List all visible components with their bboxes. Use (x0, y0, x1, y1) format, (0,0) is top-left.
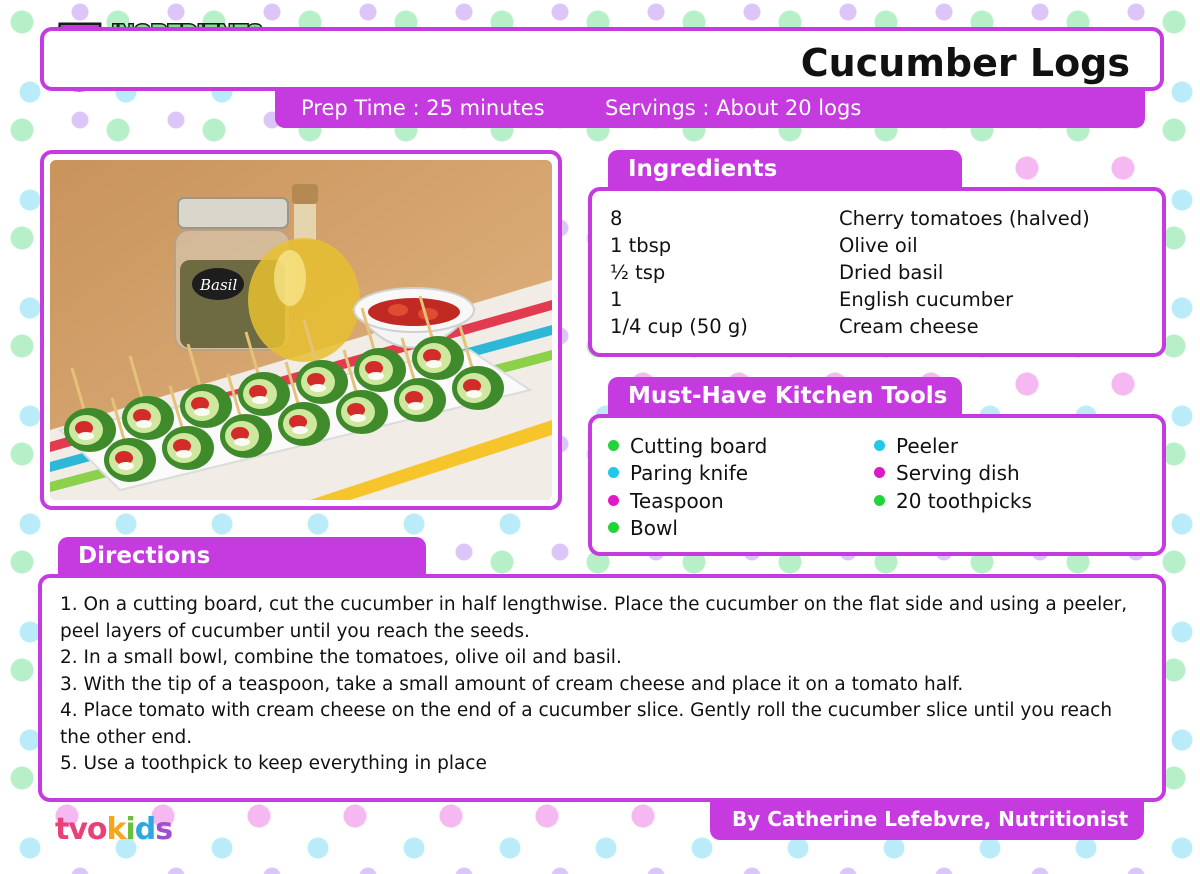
tool-item (608, 461, 748, 485)
bullet-dot-icon (608, 467, 619, 478)
ingredient-qty: ½ tsp (610, 261, 666, 284)
direction-step: 3. With the tip of a teaspoon, take a small amount of cream cheese and place it on a tomato half. (60, 673, 964, 695)
servings: Servings : About 20 logs (605, 96, 862, 120)
ingredient-name: Dried basil (839, 261, 944, 284)
brand-k: k (106, 812, 126, 847)
title-card (40, 27, 1164, 91)
tools-card (588, 414, 1166, 556)
tool-item (874, 461, 1020, 485)
ingredient-name: Olive oil (839, 234, 918, 257)
recipe-title: Cucumber Logs (800, 41, 1130, 85)
recipe-photo (50, 160, 552, 500)
prep-time: Prep Time : 25 minutes (301, 96, 545, 120)
tool-item (608, 516, 678, 540)
tool-label: Serving dish (896, 461, 1020, 485)
brand-d: d (134, 812, 156, 847)
direction-step: 2. In a small bowl, combine the tomatoes, olive oil and basil. (60, 647, 622, 668)
bullet-dot-icon (608, 495, 619, 506)
ingredients-tab: Ingredients (608, 150, 962, 192)
direction-step: 1. On a cutting board, cut the cucumber in half lengthwise. Place the cucumber on the flat side and using a peeler, peel layers of cucumber until you reach the seeds. (60, 594, 1128, 642)
ingredient-name: Cream cheese (839, 315, 979, 338)
ingredient-name: Cherry tomatoes (halved) (839, 207, 1090, 230)
bullet-dot-icon (874, 440, 885, 451)
brand-tvo: tvo (55, 812, 107, 847)
ingredient-qty: 8 (610, 207, 623, 230)
brand-s: s (155, 812, 173, 847)
tool-label: Paring knife (630, 461, 749, 485)
ingredient-name: English cucumber (839, 288, 1014, 311)
jar-label: Basil (200, 276, 238, 294)
tool-item (874, 434, 958, 458)
tvokids-logo (55, 812, 172, 847)
tool-label: 20 toothpicks (896, 489, 1032, 513)
bullet-dot-icon (608, 440, 619, 451)
bullet-dot-icon (874, 495, 885, 506)
brand-i: i (125, 812, 135, 847)
directions-card (38, 574, 1166, 802)
tool-label: Cutting board (630, 434, 768, 458)
bullet-dot-icon (874, 467, 885, 478)
tool-item (608, 434, 767, 458)
direction-step: 4. Place tomato with cream cheese on the end of a cucumber slice. Gently roll the cucumber slice until you reach the other end. (60, 700, 1113, 748)
recipe-photo-frame (40, 150, 562, 510)
tool-label: Bowl (630, 516, 678, 540)
directions-tab: Directions (58, 537, 426, 579)
tool-item (608, 489, 724, 513)
tool-label: Peeler (896, 434, 959, 458)
bullet-dot-icon (608, 522, 619, 533)
recipe-info-bar (275, 90, 1145, 128)
tools-tab: Must-Have Kitchen Tools (608, 377, 962, 419)
tool-label: Teaspoon (630, 489, 724, 513)
ingredients-card (588, 187, 1166, 357)
ingredient-qty: 1 tbsp (610, 234, 672, 257)
ingredient-qty: 1/4 cup (50 g) (610, 315, 748, 338)
ingredient-qty: 1 (610, 288, 623, 311)
author-credit: By Catherine Lefebvre, Nutritionist (710, 800, 1144, 840)
direction-step: 5. Use a toothpick to keep everything in place (60, 753, 487, 774)
tool-item (874, 489, 1032, 513)
